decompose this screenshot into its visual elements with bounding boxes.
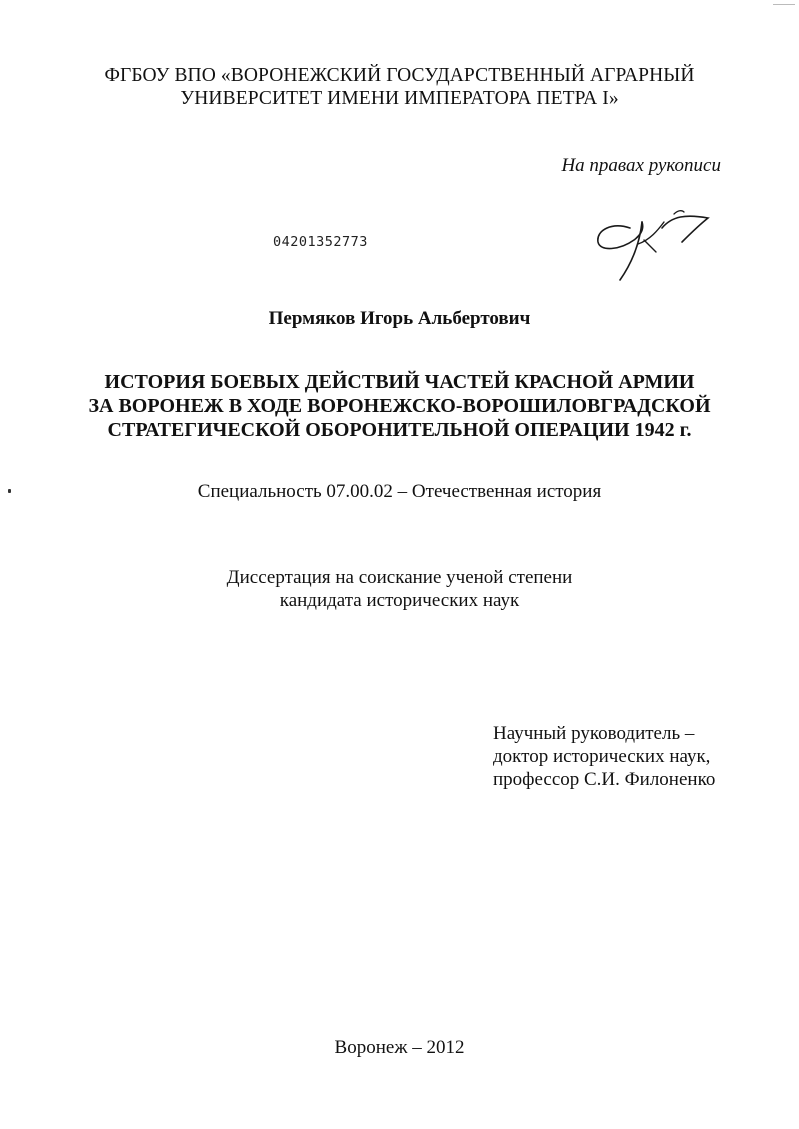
city-year: Воронеж – 2012 (334, 1037, 465, 1058)
institution-line-1: ФГБОУ ВПО «ВОРОНЕЖСКИЙ ГОСУДАРСТВЕННЫЙ АГРАРНЫЙ (104, 65, 695, 86)
degree-statement (0, 566, 799, 612)
degree-line-1: Диссертация на соискание ученой степени (226, 567, 573, 588)
dissertation-title (0, 370, 799, 442)
supervisor-line-1: Научный руководитель – (493, 723, 695, 744)
scan-artifact (773, 4, 795, 5)
author-name: Пермяков Игорь Альбертович (268, 308, 531, 329)
specialty: Специальность 07.00.02 – Отечественная история (197, 481, 602, 502)
institution-name (0, 64, 799, 110)
institution-line-2: УНИВЕРСИТЕТ ИМЕНИ ИМПЕРАТОРА ПЕТРА I» (180, 88, 619, 109)
scientific-supervisor (493, 722, 715, 791)
degree-line-2: кандидата исторических наук (279, 590, 520, 611)
supervisor-line-2: доктор исторических наук, (493, 746, 711, 767)
title-line-2: ЗА ВОРОНЕЖ В ХОДЕ ВОРОНЕЖСКО-ВОРОШИЛОВГРАДСКОЙ (88, 395, 711, 417)
title-line-1: ИСТОРИЯ БОЕВЫХ ДЕЙСТВИЙ ЧАСТЕЙ КРАСНОЙ АРМИИ (104, 371, 695, 393)
supervisor-line-3: профессор С.И. Филоненко (493, 769, 716, 790)
registration-number: 04201352773 (273, 234, 368, 250)
signature-image (590, 200, 720, 285)
rights-note: На правах рукописи (561, 155, 721, 176)
title-line-3: СТРАТЕГИЧЕСКОЙ ОБОРОНИТЕЛЬНОЙ ОПЕРАЦИИ 1942 г. (107, 419, 692, 441)
